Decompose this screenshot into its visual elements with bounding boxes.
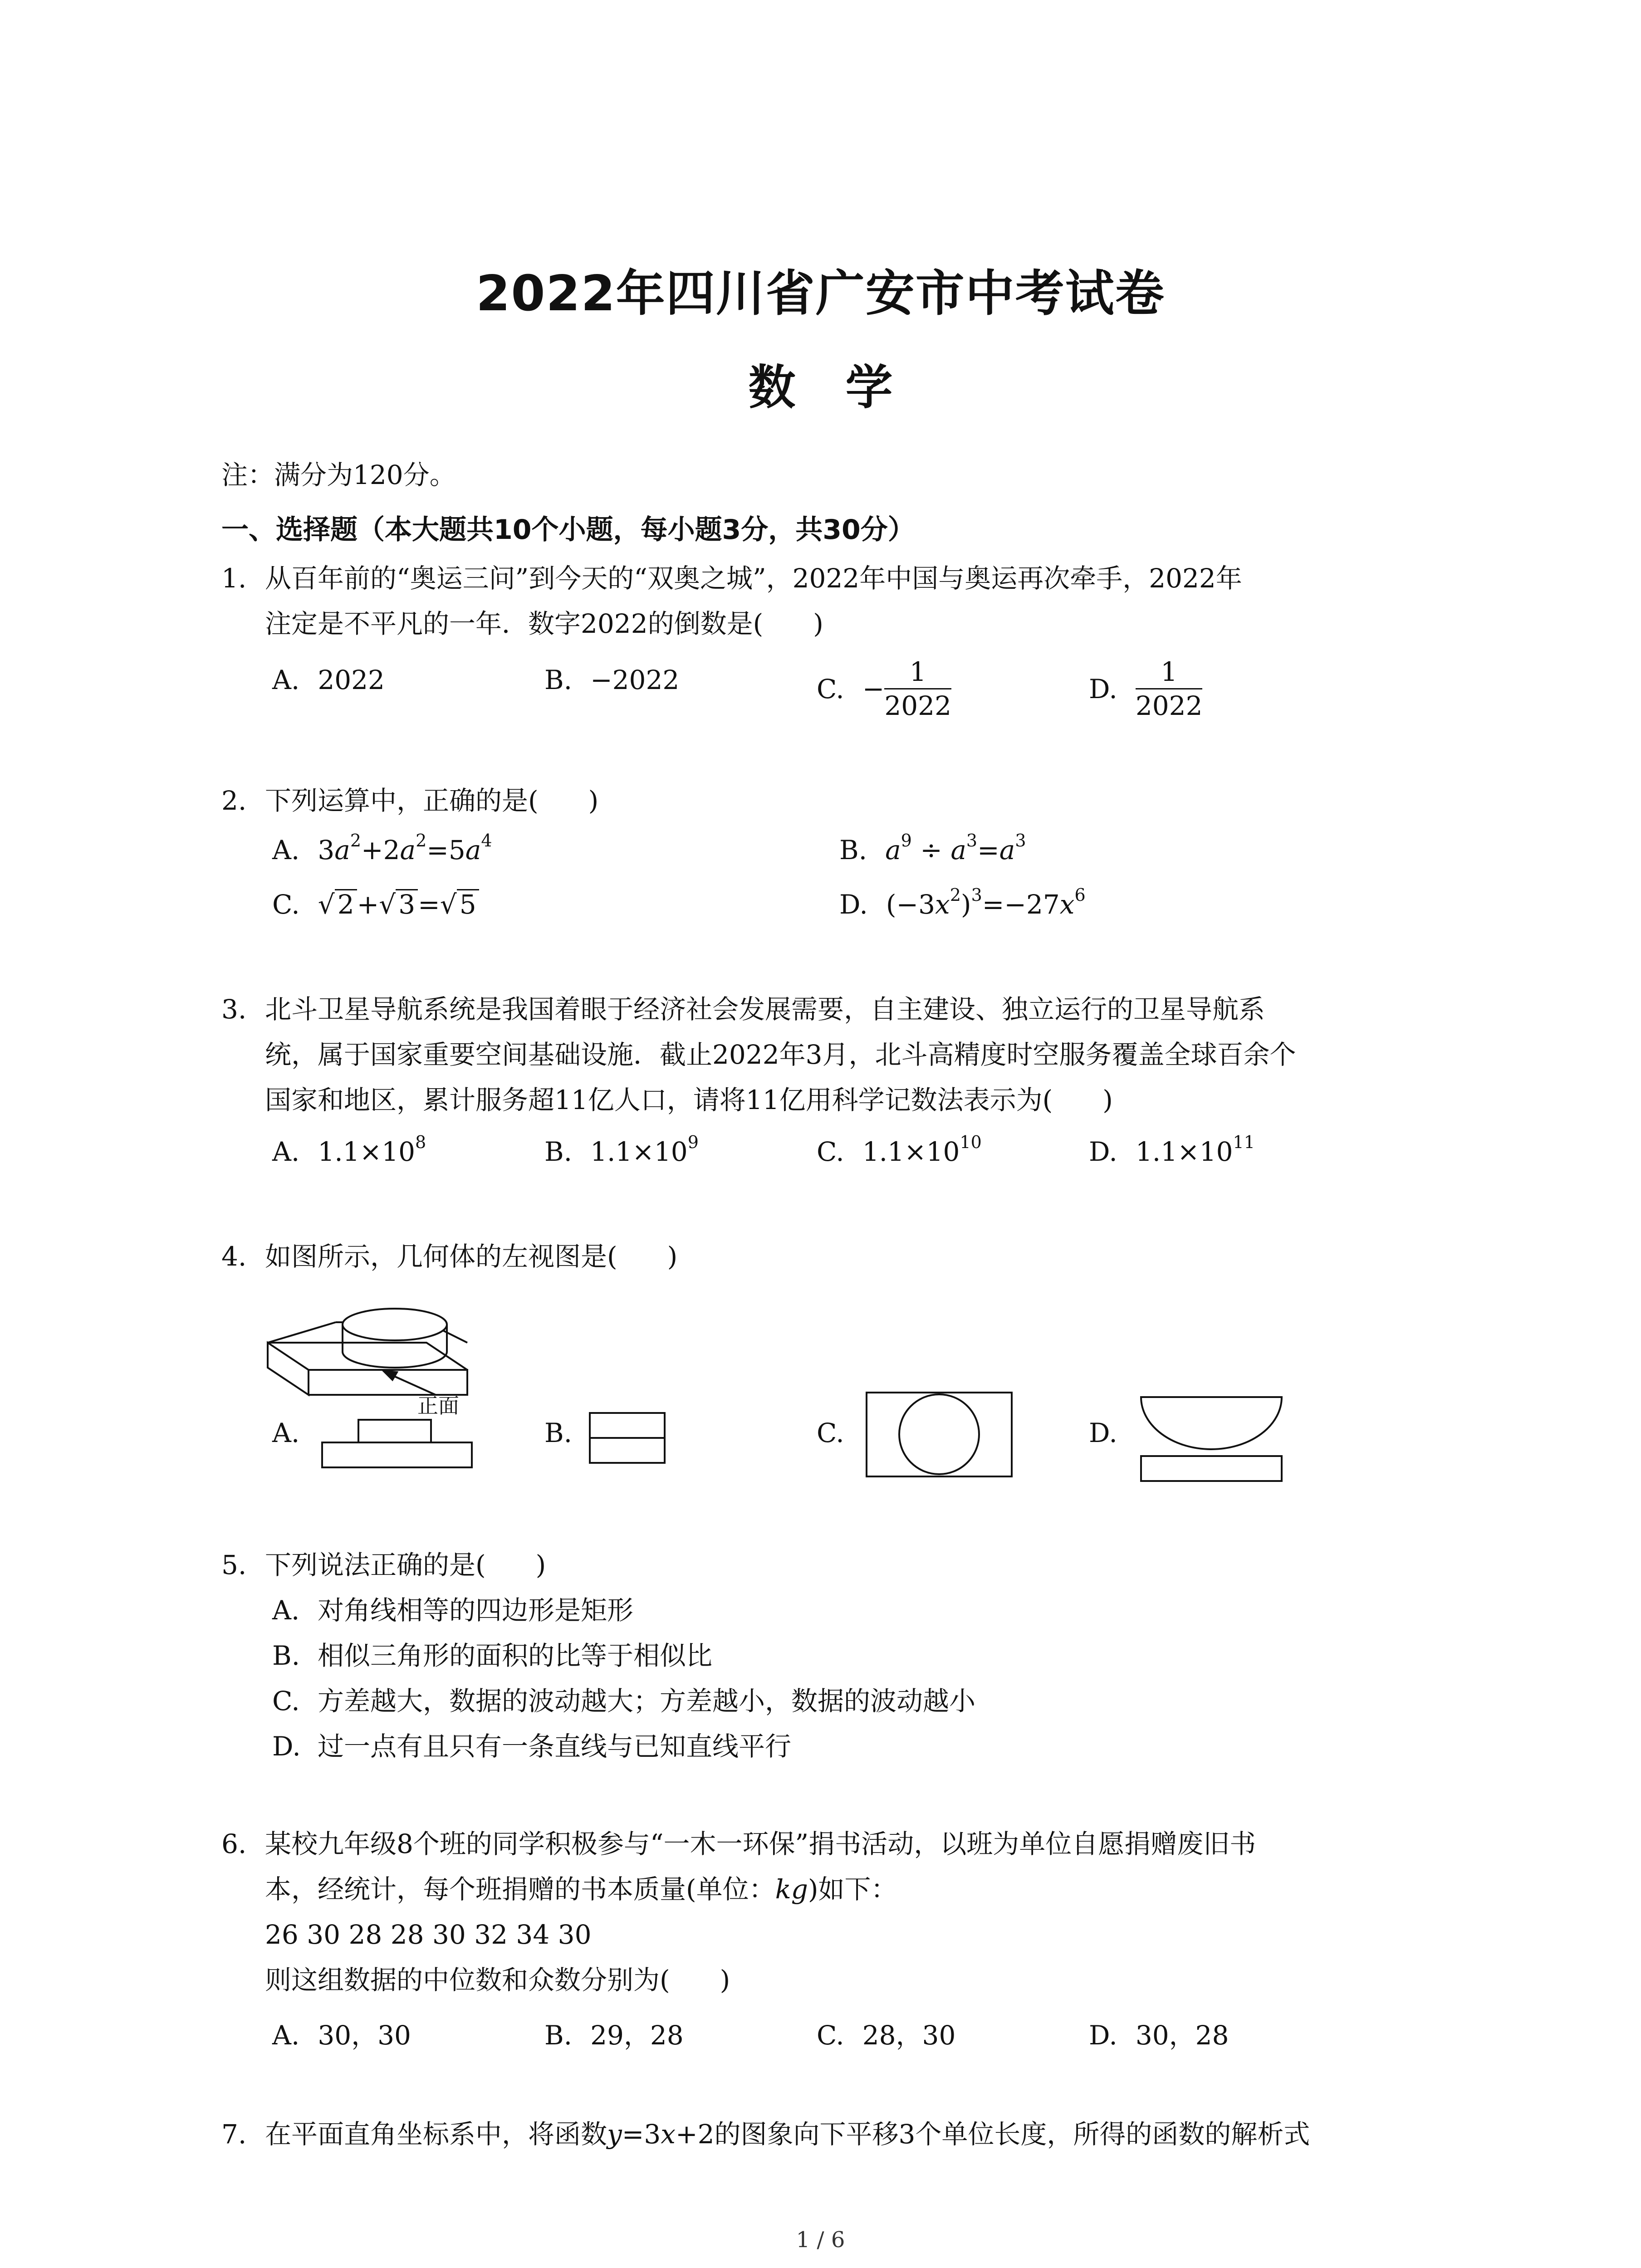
page-number: 1 / 6 bbox=[796, 2227, 845, 2253]
question-text: 本，经统计，每个班捐赠的书本质量(单位： bbox=[265, 1874, 775, 1905]
question-6-options bbox=[272, 2014, 1588, 2064]
question-2-options-row2 bbox=[272, 885, 1588, 939]
section-heading: 一、选择题（本大题共10个小题，每小题3分，共30分） bbox=[221, 514, 915, 546]
option-label: B. bbox=[839, 835, 867, 865]
math: =−27 bbox=[982, 889, 1060, 920]
option-label: A. bbox=[272, 2020, 300, 2051]
question-7 bbox=[221, 2112, 1310, 2157]
math: 10 bbox=[960, 1132, 982, 1152]
math: a bbox=[465, 835, 481, 865]
option-label: A. bbox=[272, 1418, 300, 1448]
radicand: 5 bbox=[457, 889, 479, 919]
option-label: D. bbox=[1089, 2020, 1117, 2051]
question-3-options bbox=[272, 1132, 1588, 1186]
math: a bbox=[999, 835, 1015, 865]
option-label: C. bbox=[272, 889, 300, 920]
sqrt-3: √ 3 bbox=[379, 889, 418, 920]
option-c-figure bbox=[862, 1388, 1016, 1483]
question-number: 6. bbox=[221, 1828, 247, 1859]
option-c[interactable] bbox=[817, 2014, 955, 2052]
option-label: A. bbox=[272, 1136, 300, 1167]
option-a[interactable] bbox=[272, 2014, 411, 2052]
minus-sign: − bbox=[862, 673, 885, 704]
option-label: C. bbox=[817, 1136, 844, 1167]
math: = bbox=[418, 889, 440, 920]
math: 1.1×10 bbox=[318, 1136, 415, 1167]
question-4-options bbox=[272, 1406, 1588, 1488]
math: 2 bbox=[416, 831, 427, 850]
option-a[interactable] bbox=[272, 1418, 318, 1448]
math: 6 bbox=[1074, 885, 1086, 905]
question-number: 5. bbox=[221, 1549, 247, 1580]
math: 2 bbox=[950, 885, 961, 905]
question-number: 1. bbox=[221, 563, 247, 594]
question-text: 如图所示，几何体的左视图是( bbox=[265, 1241, 617, 1272]
question-number: 7. bbox=[221, 2119, 247, 2150]
option-label: A. bbox=[272, 1595, 300, 1626]
question-number: 4. bbox=[221, 1241, 247, 1272]
option-d[interactable] bbox=[1089, 1418, 1136, 1448]
question-2-options-row1 bbox=[272, 831, 1588, 885]
question-text: +2的图象向下平移3个单位长度，所得的函数的解析式 bbox=[676, 2119, 1310, 2150]
option-d[interactable] bbox=[1089, 2014, 1229, 2052]
math: 1.1×10 bbox=[862, 1136, 960, 1167]
math: 3 bbox=[1015, 831, 1026, 850]
math: ÷ bbox=[911, 835, 951, 865]
question-text: 在平面直角坐标系中，将函数 bbox=[265, 2119, 607, 2150]
option-c[interactable] bbox=[272, 1678, 975, 1724]
math: a bbox=[885, 835, 901, 865]
option-a[interactable] bbox=[272, 1132, 426, 1167]
math: 8 bbox=[415, 1132, 426, 1152]
option-text: −2022 bbox=[590, 665, 680, 695]
question-text: ) bbox=[588, 785, 599, 816]
data-list: 26 30 28 28 30 32 34 30 bbox=[265, 1919, 592, 1950]
question-text: )如下： bbox=[808, 1874, 897, 1905]
option-label: D. bbox=[839, 889, 868, 920]
option-text: 对角线相等的四边形是矩形 bbox=[318, 1595, 634, 1626]
option-text: 方差越大，数据的波动越大；方差越小，数据的波动越小 bbox=[318, 1686, 976, 1716]
math: + bbox=[357, 889, 379, 920]
option-b[interactable] bbox=[272, 1633, 975, 1678]
option-a[interactable] bbox=[272, 831, 492, 865]
math: 4 bbox=[481, 831, 492, 850]
option-label: D. bbox=[1089, 673, 1117, 704]
option-b[interactable] bbox=[544, 665, 679, 695]
math: 11 bbox=[1233, 1132, 1255, 1152]
option-c[interactable] bbox=[817, 1132, 982, 1167]
math: =5 bbox=[426, 835, 465, 865]
option-text: 30，30 bbox=[318, 2020, 411, 2051]
question-text: 下列说法正确的是( bbox=[265, 1549, 486, 1580]
question-text: ) bbox=[1102, 1085, 1113, 1115]
question-number: 3. bbox=[221, 994, 247, 1025]
question-text: 注定是不平凡的一年．数字2022的倒数是( bbox=[265, 608, 764, 639]
math: 9 bbox=[687, 1132, 699, 1152]
math: a bbox=[334, 835, 350, 865]
question-text: ) bbox=[535, 1549, 546, 1580]
option-label: B. bbox=[544, 665, 573, 695]
math: 9 bbox=[901, 831, 912, 850]
question-text: ) bbox=[813, 608, 823, 639]
option-label: B. bbox=[544, 2020, 573, 2051]
unit: kg bbox=[775, 1874, 808, 1905]
option-label: D. bbox=[1089, 1418, 1117, 1448]
option-text: 28，30 bbox=[862, 2020, 956, 2051]
option-d[interactable] bbox=[839, 885, 1086, 920]
question-5 bbox=[221, 1542, 546, 1588]
option-text: 2022 bbox=[318, 665, 385, 695]
question-2 bbox=[221, 778, 598, 823]
option-label: C. bbox=[272, 1686, 300, 1716]
option-label: D. bbox=[272, 1731, 301, 1762]
question-text: ) bbox=[667, 1241, 678, 1272]
math: 3 bbox=[971, 885, 982, 905]
radicand: 3 bbox=[396, 889, 418, 919]
question-text: 统，属于国家重要空间基础设施．截止2022年3月，北斗高精度时空服务覆盖全球百余个 bbox=[265, 1039, 1296, 1070]
sqrt-2: √ 2 bbox=[318, 889, 357, 920]
exam-title: 2022年四川省广安市中考试卷 bbox=[476, 265, 1165, 322]
question-text: 则这组数据的中位数和众数分别为( bbox=[265, 1965, 670, 1995]
question-text: 从百年前的“奥运三问”到今天的“双奥之城”，2022年中国与奥运再次牵手，2022年 bbox=[265, 563, 1242, 594]
figure-label: 正面 bbox=[417, 1393, 459, 1415]
option-a-figure bbox=[318, 1406, 481, 1470]
option-label: C. bbox=[817, 673, 844, 704]
option-c[interactable] bbox=[817, 1418, 862, 1448]
solid-figure bbox=[259, 1279, 531, 1415]
question-number: 2. bbox=[221, 785, 247, 816]
option-text: 相似三角形的面积的比等于相似比 bbox=[318, 1640, 713, 1671]
question-1-options bbox=[272, 655, 1588, 728]
question-text: ) bbox=[720, 1965, 730, 1995]
option-b[interactable] bbox=[544, 1418, 590, 1448]
math: x bbox=[661, 2119, 676, 2150]
fraction bbox=[884, 655, 951, 722]
option-a[interactable] bbox=[272, 665, 385, 695]
math: 3 bbox=[318, 835, 335, 865]
option-b-figure bbox=[585, 1406, 676, 1470]
option-d-figure bbox=[1134, 1388, 1288, 1488]
option-a[interactable] bbox=[272, 1588, 975, 1633]
exam-note: 注：满分为120分。 bbox=[221, 459, 456, 490]
question-5-options bbox=[272, 1588, 975, 1769]
question-6 bbox=[221, 1821, 1256, 2003]
fraction-denominator: 2022 bbox=[1135, 690, 1203, 721]
fraction-denominator: 2022 bbox=[884, 690, 951, 721]
radicand: 2 bbox=[335, 889, 357, 919]
math: (−3 bbox=[886, 889, 936, 920]
question-text: 国家和地区，累计服务超11亿人口，请将11亿用科学记数法表示为( bbox=[265, 1085, 1053, 1115]
question-text: 下列运算中，正确的是( bbox=[265, 785, 539, 816]
fraction-numerator: 1 bbox=[884, 655, 951, 689]
option-label: C. bbox=[817, 2020, 844, 2051]
option-text: 30，28 bbox=[1135, 2020, 1229, 2051]
option-d[interactable] bbox=[1089, 655, 1202, 722]
option-b[interactable] bbox=[839, 831, 1026, 865]
option-d[interactable] bbox=[272, 1724, 975, 1769]
option-label: A. bbox=[272, 665, 300, 695]
sqrt-5: √ 5 bbox=[440, 889, 479, 920]
math: x bbox=[935, 889, 950, 920]
math: a bbox=[400, 835, 416, 865]
math: =3 bbox=[622, 2119, 661, 2150]
option-text: 29，28 bbox=[590, 2020, 684, 2051]
math: 1.1×10 bbox=[590, 1136, 688, 1167]
question-1 bbox=[221, 556, 1242, 646]
math: a bbox=[950, 835, 966, 865]
option-b[interactable] bbox=[544, 2014, 684, 2052]
option-label: B. bbox=[544, 1418, 573, 1448]
question-4 bbox=[221, 1234, 677, 1279]
option-label: C. bbox=[817, 1418, 844, 1448]
math: 2 bbox=[350, 831, 362, 850]
question-3 bbox=[221, 987, 1296, 1123]
math: 1.1×10 bbox=[1135, 1136, 1233, 1167]
option-label: D. bbox=[1089, 1136, 1117, 1167]
math: +2 bbox=[361, 835, 400, 865]
option-text: 过一点有且只有一条直线与已知直线平行 bbox=[318, 1731, 792, 1762]
math: y bbox=[607, 2119, 622, 2150]
option-label: A. bbox=[272, 835, 300, 865]
question-text: 某校九年级8个班的同学积极参与“一木一环保”捐书活动，以班为单位自愿捐赠废旧书 bbox=[265, 1828, 1256, 1859]
fraction-numerator: 1 bbox=[1136, 655, 1203, 689]
question-text: 北斗卫星导航系统是我国着眼于经济社会发展需要，自主建设、独立运行的卫星导航系 bbox=[265, 994, 1265, 1025]
math: = bbox=[977, 835, 999, 865]
math: x bbox=[1059, 889, 1075, 920]
math: ) bbox=[960, 889, 971, 920]
option-c[interactable] bbox=[817, 655, 951, 722]
option-d[interactable] bbox=[1089, 1132, 1255, 1167]
fraction bbox=[1136, 655, 1203, 722]
math: 3 bbox=[966, 831, 978, 850]
option-label: B. bbox=[272, 1640, 300, 1671]
exam-subject: 数学 bbox=[748, 360, 943, 415]
option-label: B. bbox=[544, 1136, 573, 1167]
option-b[interactable] bbox=[544, 1132, 699, 1167]
option-c[interactable] bbox=[272, 889, 479, 920]
